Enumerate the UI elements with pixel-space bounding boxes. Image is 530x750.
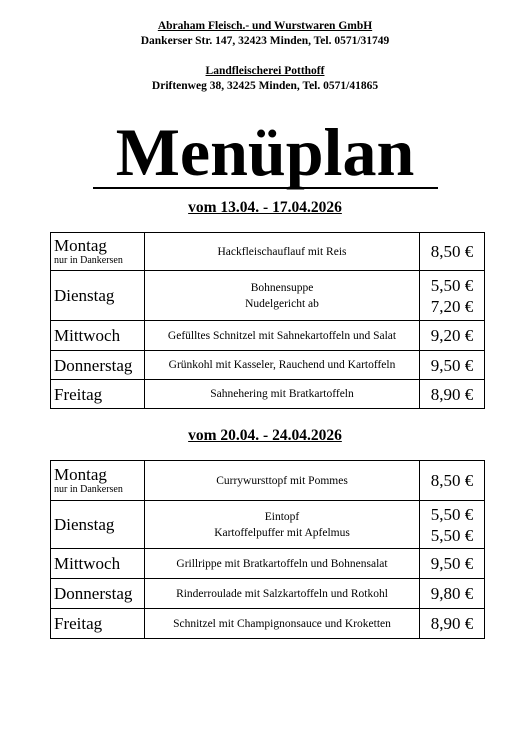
price-text: 9,50 € xyxy=(430,355,474,375)
table-row xyxy=(51,233,485,271)
price-text: 9,20 € xyxy=(430,326,474,345)
dish-text: Grünkohl mit Kasseler, Rauchend und Kartoffeln xyxy=(168,359,396,371)
company2-name: Landfleischerei Potthoff xyxy=(205,65,325,77)
table-row xyxy=(51,380,485,409)
day-name: Freitag xyxy=(54,614,103,633)
dish-cell xyxy=(145,579,420,609)
price-cell xyxy=(420,461,485,501)
price-cell xyxy=(420,351,485,380)
dish-text: Sahnehering mit Bratkartoffeln xyxy=(210,388,354,400)
table-row xyxy=(51,549,485,579)
table-row xyxy=(51,579,485,609)
dish-text: Schnitzel mit Champignonsauce und Kroketten xyxy=(173,617,391,630)
price-text: 7,20 € xyxy=(430,296,474,316)
day-cell xyxy=(51,579,145,609)
day-note: nur in Dankersen xyxy=(54,255,123,266)
dish-cell xyxy=(145,271,420,321)
dish-cell xyxy=(145,549,420,579)
company1-address: Dankerser Str. 147, 32423 Minden, Tel. 0571/31749 xyxy=(140,35,390,47)
price-cell xyxy=(420,271,485,321)
day-note: nur in Dankersen xyxy=(54,484,123,495)
day-cell xyxy=(51,351,145,380)
company2-address: Driftenweg 38, 32425 Minden, Tel. 0571/41865 xyxy=(151,80,379,92)
price-cell xyxy=(420,501,485,549)
company1-name: Abraham Fleisch.- und Wurstwaren GmbH xyxy=(157,20,373,32)
day-name: Dienstag xyxy=(54,515,115,534)
day-cell xyxy=(51,549,145,579)
price-text: 8,90 € xyxy=(430,384,474,404)
price-text: 9,50 € xyxy=(430,554,474,573)
dish-text: Hackfleischauflauf mit Reis xyxy=(217,245,347,258)
day-name: Mittwoch xyxy=(54,326,121,345)
dish-text: Kartoffelpuffer mit Apfelmus xyxy=(214,526,350,539)
week-1-range: vom 13.04. - 17.04.2026 xyxy=(188,199,342,216)
price-text: 8,50 € xyxy=(430,242,474,261)
day-cell xyxy=(51,271,145,321)
dish-cell xyxy=(145,233,420,271)
price-text: 8,90 € xyxy=(430,614,474,633)
table-row xyxy=(51,321,485,351)
day-cell xyxy=(51,233,145,271)
day-name: Mittwoch xyxy=(54,554,121,573)
price-cell xyxy=(420,609,485,639)
price-text: 5,50 € xyxy=(430,525,474,545)
day-name: Dienstag xyxy=(54,286,115,305)
price-cell xyxy=(420,579,485,609)
day-cell xyxy=(51,501,145,549)
day-cell xyxy=(51,321,145,351)
day-name: Freitag xyxy=(54,384,103,404)
week-2-table xyxy=(50,460,485,639)
dish-cell xyxy=(145,609,420,639)
table-row xyxy=(51,351,485,380)
price-text: 5,50 € xyxy=(430,504,474,524)
dish-cell xyxy=(145,501,420,549)
day-name: Donnerstag xyxy=(54,584,133,603)
dish-text: Bohnensuppe xyxy=(250,281,314,294)
day-name: Montag xyxy=(54,236,107,255)
dish-text: Grillrippe mit Bratkartoffeln und Bohnensalat xyxy=(176,557,388,570)
price-cell xyxy=(420,380,485,409)
dish-text: Currywursttopf mit Pommes xyxy=(216,474,348,487)
week-2-range: vom 20.04. - 24.04.2026 xyxy=(188,427,342,444)
company-header xyxy=(0,19,530,94)
price-cell xyxy=(420,549,485,579)
dish-cell xyxy=(145,380,420,409)
dish-text: Eintopf xyxy=(264,510,300,523)
dish-cell xyxy=(145,351,420,380)
table-row xyxy=(51,501,485,549)
day-cell xyxy=(51,461,145,501)
price-text: 5,50 € xyxy=(430,275,474,295)
price-text: 9,80 € xyxy=(430,584,474,603)
table-row xyxy=(51,609,485,639)
dish-cell xyxy=(145,461,420,501)
table-row xyxy=(51,461,485,501)
dish-text: Gefülltes Schnitzel mit Sahnekartoffeln und Salat xyxy=(167,329,397,342)
table-row xyxy=(51,271,485,321)
page-title: Menüplan xyxy=(115,114,415,190)
price-cell xyxy=(420,321,485,351)
day-cell xyxy=(51,609,145,639)
price-cell xyxy=(420,233,485,271)
dish-text: Nudelgericht ab xyxy=(245,297,319,310)
week-1-table xyxy=(50,232,485,409)
day-name: Montag xyxy=(54,465,107,484)
title-underline xyxy=(93,187,438,189)
dish-text: Rinderroulade mit Salzkartoffeln und Rotkohl xyxy=(176,587,388,600)
dish-cell xyxy=(145,321,420,351)
day-cell xyxy=(51,380,145,409)
day-name: Donnerstag xyxy=(54,355,133,375)
price-text: 8,50 € xyxy=(430,471,474,490)
